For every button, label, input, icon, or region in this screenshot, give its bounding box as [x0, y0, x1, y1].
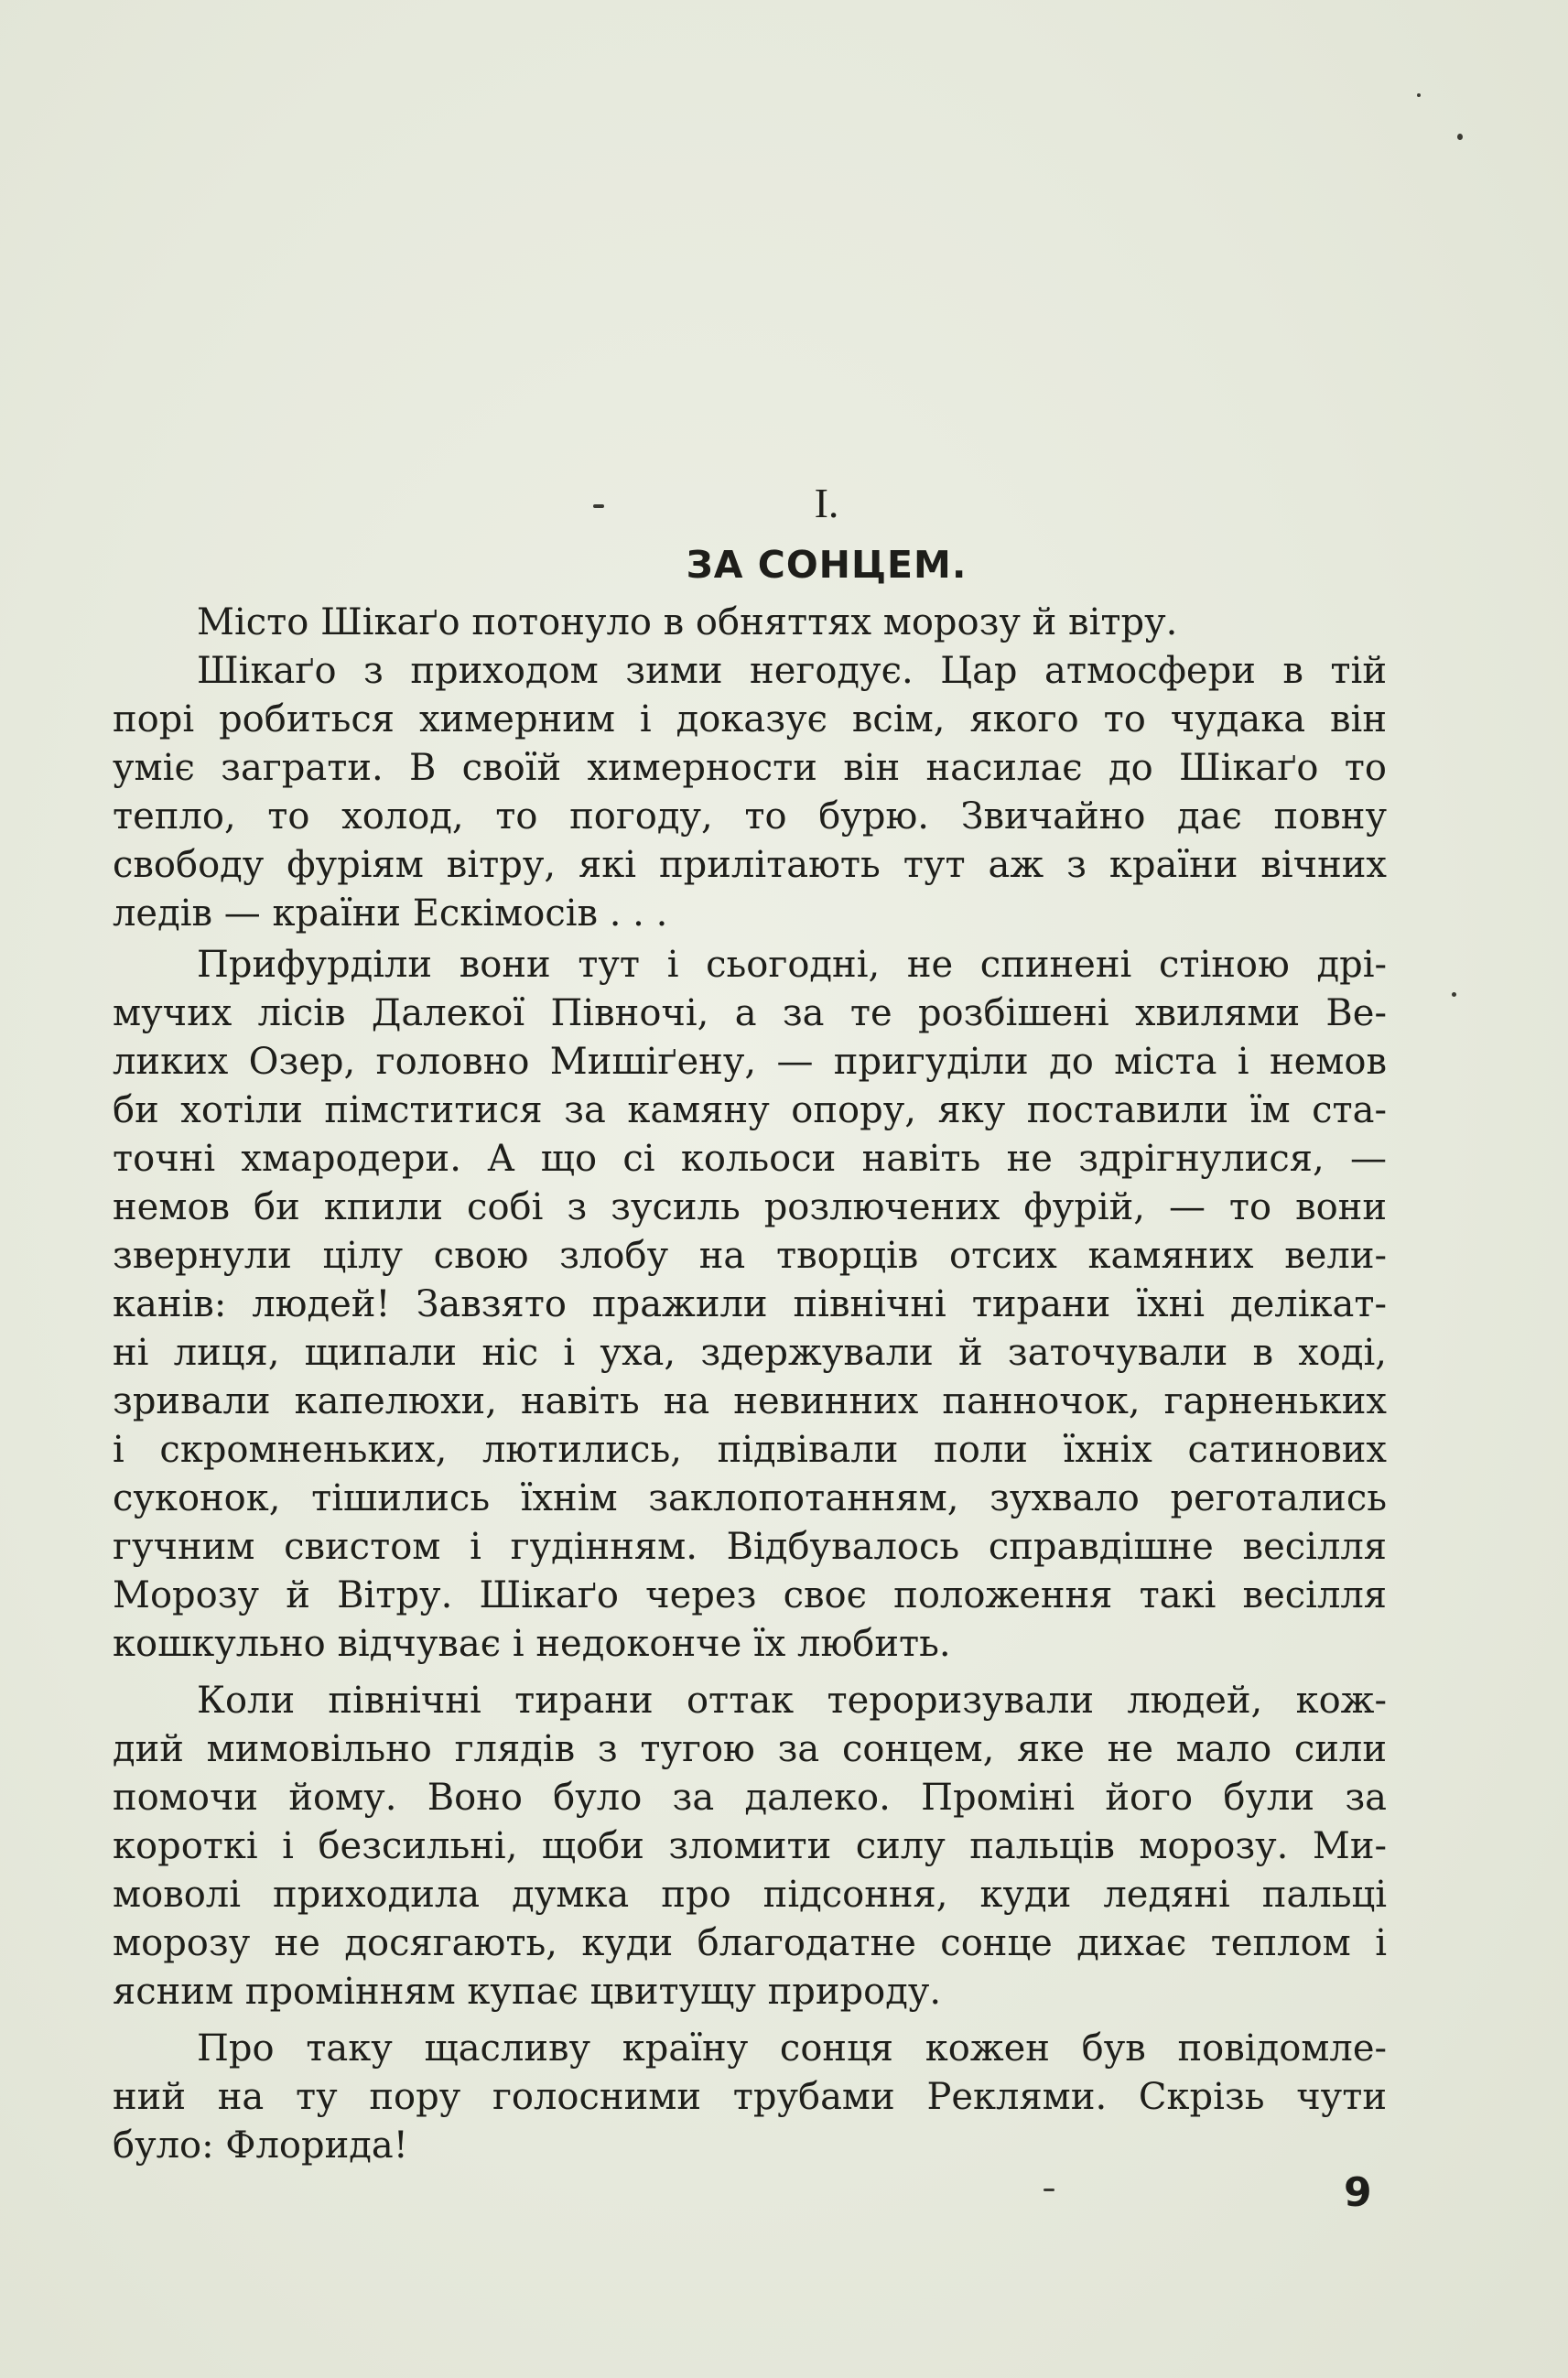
page-speck: [1417, 93, 1421, 97]
text-line: Про таку щасливу країну сонця кожен був повідомле-: [197, 2027, 1387, 2070]
text-line: моволі приходила думка про підсоння, куди ледяні пальці: [113, 1874, 1387, 1916]
text-line: Коли північні тирани оттак тероризували людей, кож-: [197, 1680, 1387, 1722]
text-line: свободу фуріям вітру, які прилітають тут аж з країни вічних: [113, 844, 1387, 886]
text-line: уміє заграти. В своїй химерности він насилає до Шікаґо то: [113, 747, 1387, 789]
text-line: ясним промінням купає цвитущу природу.: [113, 1971, 942, 2013]
text-line: помочи йому. Воно було за далеко. Проміні його були за: [113, 1777, 1387, 1819]
page-number: 9: [1344, 2169, 1372, 2216]
page-speck: [1457, 134, 1463, 140]
text-line: Прифурділи вони тут і сьогодні, не спинені стіною дрі-: [197, 944, 1387, 986]
text-line: ний на ту пору голосними трубами Реклями. Скрізь чути: [113, 2076, 1387, 2118]
text-line: точні хмародери. А що сі кольоси навіть не здрігнулися, —: [113, 1138, 1387, 1180]
text-line: Місто Шікаґо потонуло в обняттях морозу й вітру.: [197, 601, 1178, 643]
text-line: було: Флорида!: [113, 2124, 408, 2167]
chapter-title: ЗА СОНЦЕМ.: [686, 543, 968, 587]
text-line: ледів — країни Ескімосів . . .: [113, 892, 668, 935]
text-line: суконок, тішились їхнім заклопотанням, зухвало реготались: [113, 1477, 1387, 1519]
text-line: канів: людей! Завзято пражили північні тирани їхні делікат-: [113, 1283, 1387, 1325]
text-line: морозу не досягають, куди благодатне сонце дихає теплом і: [113, 1922, 1387, 1964]
text-line: Морозу й Вітру. Шікаґо через своє положення такі весілля: [113, 1574, 1387, 1616]
page-speck: [1044, 2189, 1054, 2191]
text-line: кошкульно відчуває і недоконче їх любить.: [113, 1623, 951, 1665]
text-line: короткі і безсильні, щоби зломити силу пальців морозу. Ми-: [113, 1825, 1387, 1867]
text-line: дий мимовільно глядів з тугою за сонцем, яке не мало сили: [113, 1728, 1387, 1770]
text-line: зривали капелюхи, навіть на невинних панночок, гарненьких: [113, 1380, 1387, 1422]
text-line: мучих лісів Далекої Півночі, а за те розбішені хвилями Ве-: [113, 992, 1387, 1034]
chapter-number: I.: [814, 480, 839, 526]
text-line: ликих Озер, головно Мишіґену, — пригуділи до міста і немов: [113, 1041, 1387, 1083]
text-line: гучним свистом і гудінням. Відбувалось справдішне весілля: [113, 1526, 1387, 1568]
text-line: порі робиться химерним і доказує всім, якого то чудака він: [113, 698, 1387, 740]
text-line: тепло, то холод, то погоду, то бурю. Звичайно дає повну: [113, 795, 1387, 838]
text-line: ні лиця, щипали ніс і уха, здержували й заточували в ході,: [113, 1332, 1387, 1374]
text-line: би хотіли пімститися за камяну опору, яку поставили їм ста-: [113, 1089, 1387, 1131]
text-line: немов би кпили собі з зусиль розлючених фурій, — то вони: [113, 1186, 1387, 1228]
page-speck: [1452, 992, 1456, 997]
text-line: і скромненьких, лютились, підвівали поли їхніх сатинових: [113, 1429, 1387, 1471]
text-line: звернули цілу свою злобу на творців отсих камяних вели-: [113, 1235, 1387, 1277]
text-line: Шікаґо з приходом зими негодує. Цар атмосфери в тій: [197, 650, 1387, 692]
